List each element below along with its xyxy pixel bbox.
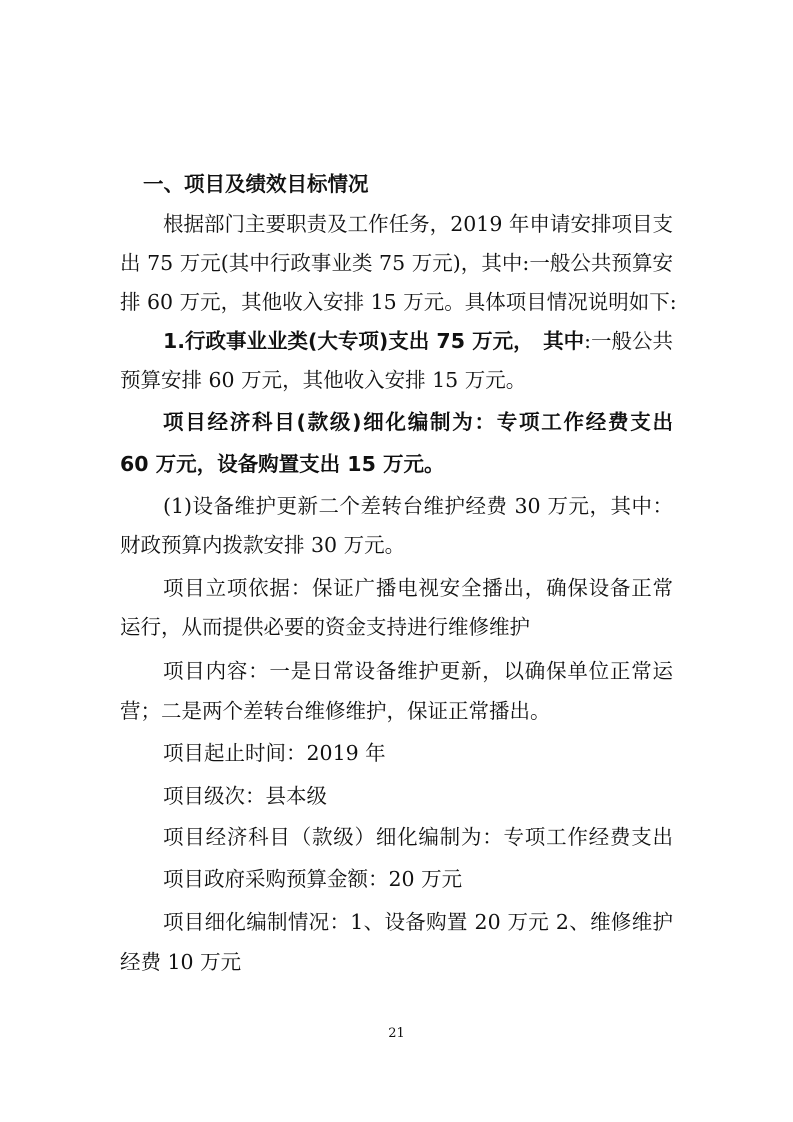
sub1-line-2: 财政预算内拨款安排 30 万元。 xyxy=(120,533,406,557)
item1-bold-label: 1.行政事业业类(大专项)支出 75 万元， xyxy=(163,329,534,353)
item1-line-2: 预算安排 60 万元，其他收入安排 15 万元。 xyxy=(120,368,527,392)
detail-line-2: 经费 10 万元 xyxy=(120,950,242,974)
intro-line-3: 排 60 万元，其他收入安排 15 万元。具体项目情况说明如下: xyxy=(120,290,677,314)
econ-line: 项目经济科目（款级）细化编制为：专项工作经费支出 xyxy=(163,825,673,849)
procurement-line: 项目政府采购预算金额：20 万元 xyxy=(163,867,463,891)
basis-line-2: 运行，从而提供必要的资金支持进行维修维护 xyxy=(120,615,530,639)
section-heading: 一、项目及绩效目标情况 xyxy=(143,172,369,196)
econ-heading-line-2: 60 万元，设备购置支出 15 万元。 xyxy=(120,452,445,476)
content-line-2: 营；二是两个差转台维修维护，保证正常播出。 xyxy=(120,699,551,723)
intro-line-2: 出 75 万元(其中行政事业类 75 万元)，其中:一般公共预算安 xyxy=(120,251,673,275)
detail-line-1: 项目细化编制情况：1、设备购置 20 万元 2、维修维护 xyxy=(163,910,673,934)
item1-rest: :一般公共 xyxy=(584,329,673,353)
sub1-line-1: (1)设备维护更新二个差转台维护经费 30 万元，其中： xyxy=(163,494,673,518)
econ-heading-line-1: 项目经济科目(款级)细化编制为：专项工作经费支出 xyxy=(163,410,673,434)
level-line: 项目级次：县本级 xyxy=(163,784,327,808)
item1-bold-mid: 其中 xyxy=(543,329,585,353)
item1-line-1 xyxy=(163,329,673,353)
basis-line-1: 项目立项依据：保证广播电视安全播出，确保设备正常 xyxy=(163,576,673,600)
content-line-1: 项目内容：一是日常设备维护更新，以确保单位正常运 xyxy=(163,659,673,683)
page-number: 21 xyxy=(388,1026,405,1041)
period-line: 项目起止时间：2019 年 xyxy=(163,741,386,765)
intro-line-1: 根据部门主要职责及工作任务，2019 年申请安排项目支 xyxy=(163,212,673,236)
